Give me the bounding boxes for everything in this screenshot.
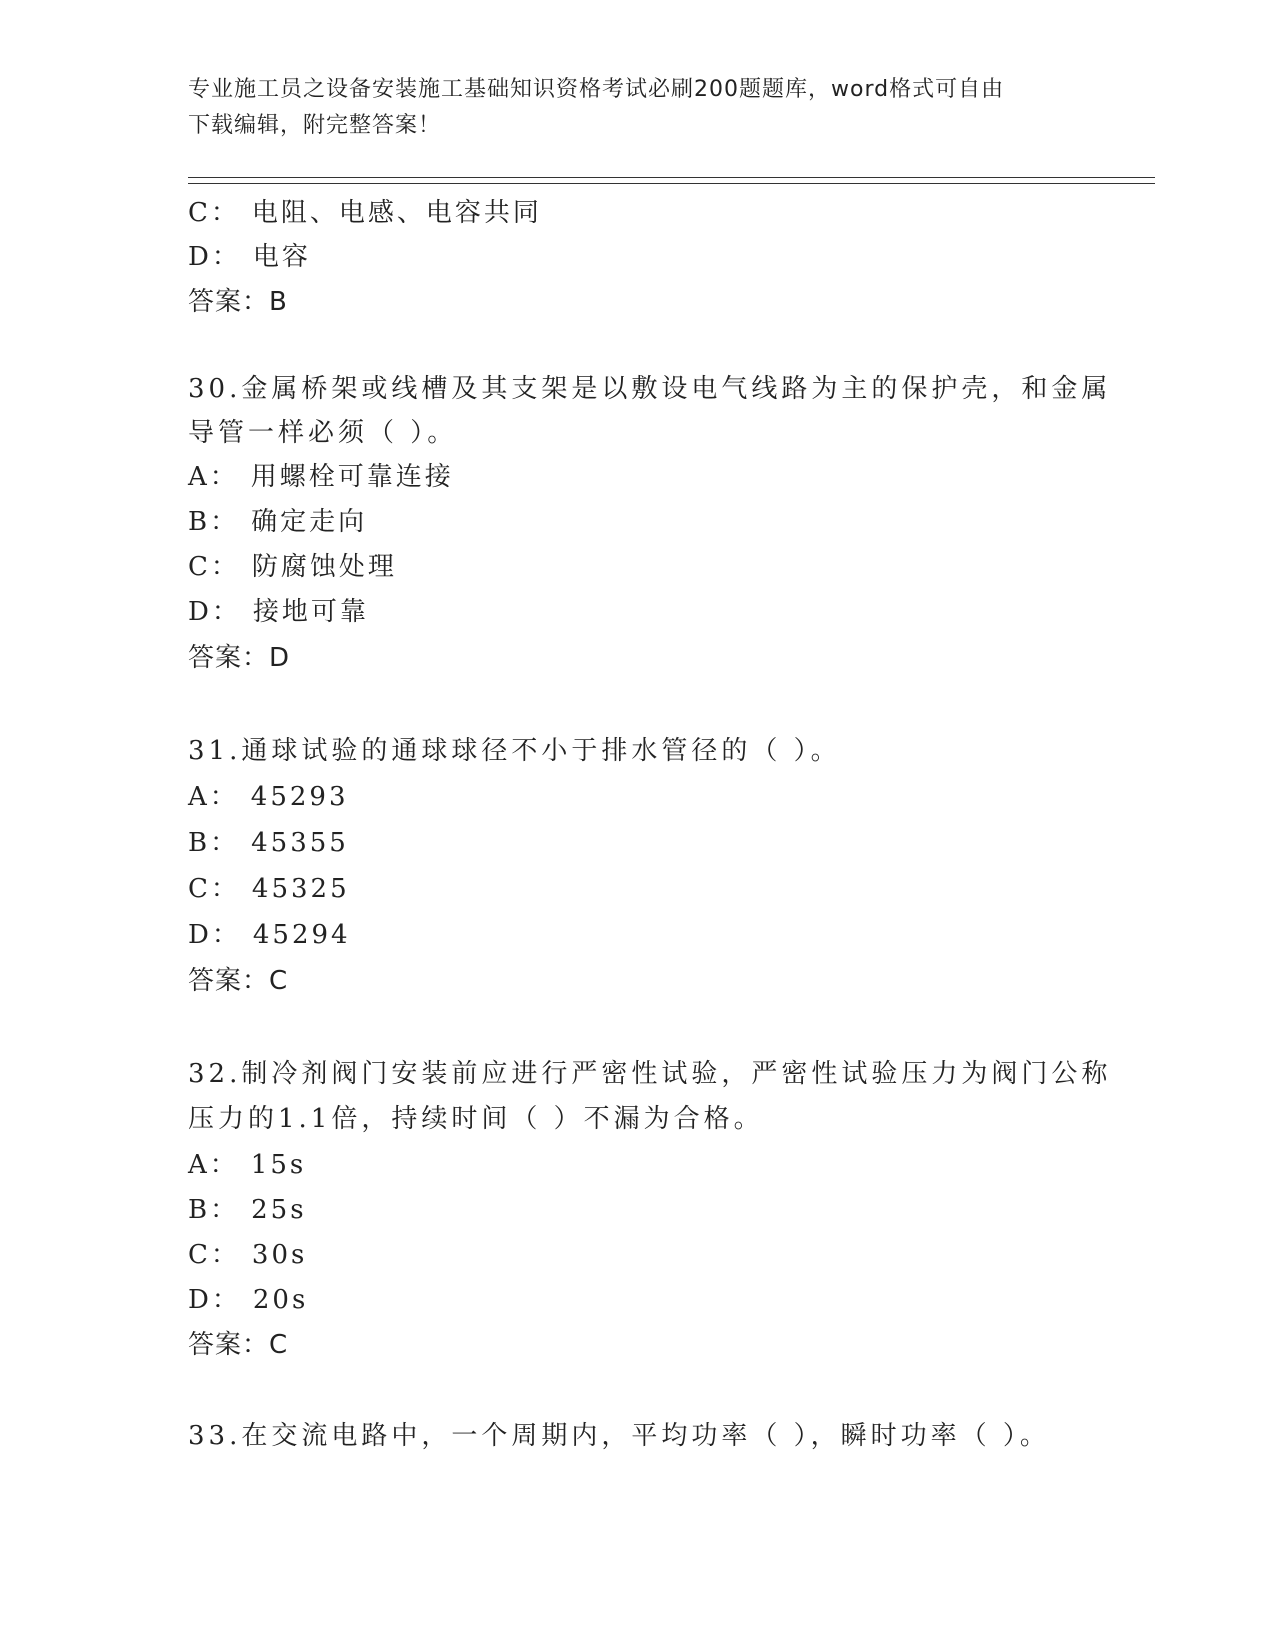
q33-stem-line-1: 33.在交流电路中，一个周期内，平均功率（ ），瞬时功率（ ）。 xyxy=(188,1421,1050,1451)
option-letter: A xyxy=(188,462,210,492)
option-letter: C xyxy=(188,552,211,582)
option-letter: D xyxy=(188,920,212,950)
q30-stem-line-2: 导管一样必须（ ）。 xyxy=(188,418,458,448)
answer-label: 答案： xyxy=(188,643,270,673)
option-letter: D xyxy=(188,597,212,627)
header-divider-bottom xyxy=(188,183,1155,184)
option-separator: ： xyxy=(210,198,240,228)
q30-option-a xyxy=(188,456,454,493)
option-letter: B xyxy=(188,828,211,858)
option-text: 25s xyxy=(251,1195,307,1225)
option-separator: ： xyxy=(209,462,239,492)
option-text: 电阻、电感、电容共同 xyxy=(251,198,542,228)
option-separator: ： xyxy=(210,874,240,904)
option-separator: ： xyxy=(210,1240,240,1270)
option-separator: ： xyxy=(211,920,241,950)
q31-stem-line-1: 31.通球试验的通球球径不小于排水管径的（ ）。 xyxy=(188,736,841,766)
q29-option-c xyxy=(188,192,542,229)
option-text: 30s xyxy=(251,1240,308,1270)
q31-option-d xyxy=(188,914,351,951)
option-separator: ： xyxy=(209,1150,239,1180)
document-header xyxy=(188,72,1088,144)
option-letter: C xyxy=(188,1240,211,1270)
option-text: 确定走向 xyxy=(251,507,368,537)
answer-label: 答案： xyxy=(188,1330,270,1360)
option-text: 45355 xyxy=(251,828,349,858)
option-separator: ： xyxy=(211,242,241,272)
q32-option-d xyxy=(188,1279,308,1316)
q31-answer xyxy=(188,960,288,997)
q30-option-d xyxy=(188,591,369,628)
option-text: 45325 xyxy=(251,874,350,904)
q32-stem-line-2: 压力的1.1倍，持续时间（ ）不漏为合格。 xyxy=(188,1104,764,1134)
option-text: 防腐蚀处理 xyxy=(251,552,397,582)
q32-option-c xyxy=(188,1234,307,1271)
answer-value: C xyxy=(269,966,289,996)
option-letter: C xyxy=(188,874,211,904)
q32-option-a xyxy=(188,1144,306,1181)
q32-option-b xyxy=(188,1189,307,1226)
option-separator: ： xyxy=(211,1285,241,1315)
answer-value: D xyxy=(269,643,291,673)
q32-answer xyxy=(188,1324,288,1361)
option-letter: A xyxy=(188,782,210,812)
option-text: 20s xyxy=(252,1285,309,1315)
q30-option-b xyxy=(188,501,367,538)
header-line-2: 下载编辑，附完整答案！ xyxy=(188,113,442,138)
q29-answer xyxy=(188,281,288,318)
option-text: 15s xyxy=(250,1150,307,1180)
answer-value: B xyxy=(269,287,288,317)
q31-option-b xyxy=(188,822,349,859)
q30-option-c xyxy=(188,546,397,583)
q31-option-c xyxy=(188,868,350,905)
q31-option-a xyxy=(188,776,349,813)
header-divider-top xyxy=(188,177,1155,178)
option-letter: B xyxy=(188,507,211,537)
option-text: 电容 xyxy=(252,242,311,272)
answer-label: 答案： xyxy=(188,287,270,317)
option-separator: ： xyxy=(210,507,240,537)
option-text: 45294 xyxy=(252,920,351,950)
option-separator: ： xyxy=(209,782,239,812)
option-letter: D xyxy=(188,1285,212,1315)
q32-stem-line-1: 32.制冷剂阀门安装前应进行严密性试验，严密性试验压力为阀门公称 xyxy=(188,1059,1112,1089)
option-letter: A xyxy=(188,1150,210,1180)
option-letter: C xyxy=(188,198,211,228)
option-text: 45293 xyxy=(250,782,349,812)
option-letter: B xyxy=(188,1195,211,1225)
option-letter: D xyxy=(188,242,212,272)
option-separator: ： xyxy=(210,828,240,858)
option-text: 用螺栓可靠连接 xyxy=(250,462,454,492)
q30-answer xyxy=(188,637,290,674)
q30-stem-line-1: 30.金属桥架或线槽及其支架是以敷设电气线路为主的保护壳，和金属 xyxy=(188,374,1112,404)
option-separator: ： xyxy=(211,597,241,627)
option-text: 接地可靠 xyxy=(252,597,369,627)
option-separator: ： xyxy=(210,1195,240,1225)
option-separator: ： xyxy=(210,552,240,582)
answer-value: C xyxy=(269,1330,289,1360)
header-line-1: 专业施工员之设备安装施工基础知识资格考试必刷200题题库，word格式可自由 xyxy=(188,77,1005,102)
answer-label: 答案： xyxy=(188,966,270,996)
q29-option-d xyxy=(188,236,311,273)
